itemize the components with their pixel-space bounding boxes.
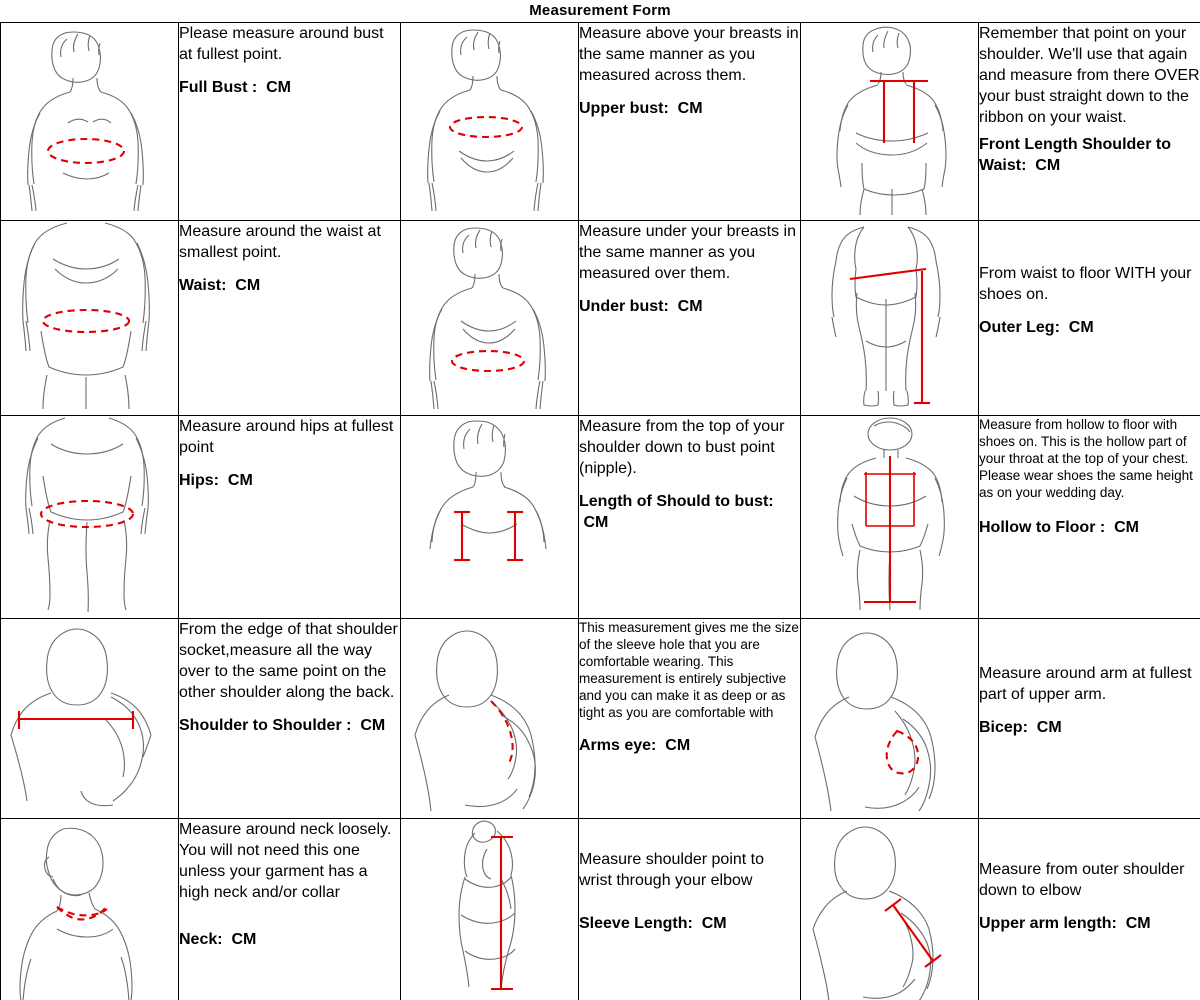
figure-cell-under-bust — [401, 221, 579, 416]
description: Measure around the waist at smallest point. — [179, 223, 381, 261]
text-cell-upper-arm-length — [979, 819, 1200, 1000]
description: From the edge of that shoulder socket,measure all the way over to the same point on the other shoulder along the back. — [179, 621, 398, 701]
figure-cell-upper-arm-length — [801, 819, 979, 1000]
figure-cell-outer-leg — [801, 221, 979, 416]
front-torso-bust-icon — [5, 23, 175, 213]
measurement-label: Hips: CM — [179, 472, 253, 489]
text-cell-under-bust — [579, 221, 801, 416]
figure-cell-full-bust — [1, 23, 179, 221]
upper-arm-length-icon — [805, 819, 975, 1000]
figure-cell-shoulder-to-shoulder — [1, 619, 179, 819]
measurement-label: Hollow to Floor : CM — [979, 519, 1139, 536]
measurement-label: Full Bust : CM — [179, 79, 291, 96]
table-row — [1, 221, 1200, 416]
text-cell-shoulder-to-shoulder — [179, 619, 401, 819]
table-row — [1, 819, 1200, 1000]
text-cell-full-bust — [179, 23, 401, 221]
text-cell-bicep — [979, 619, 1200, 819]
figure-cell-waist — [1, 221, 179, 416]
measurement-label: Front Length Shoulder to Waist: CM — [979, 136, 1171, 174]
figure-cell-upper-bust — [401, 23, 579, 221]
front-torso-under-bust-icon — [405, 221, 575, 409]
description: Measure above your breasts in the same manner as you measured across them. — [579, 25, 799, 84]
sleeve-length-profile-icon — [405, 819, 575, 1000]
measurement-label: Neck: CM — [179, 931, 257, 948]
description: Measure around neck loosely. You will not need this one unless your garment has a high neck and/or collar — [179, 821, 392, 901]
figure-cell-hollow-to-floor — [801, 416, 979, 619]
figure-cell-front-length-shoulder-to-waist — [801, 23, 979, 221]
description: Measure under your breasts in the same manner as you measured over them. — [579, 223, 796, 282]
front-lower-body-hips-icon — [5, 416, 175, 612]
figure-cell-neck — [1, 819, 179, 1000]
bicep-icon — [805, 619, 975, 813]
back-shoulder-to-shoulder-icon — [5, 619, 175, 813]
description: Please measure around bust at fullest point. — [179, 25, 384, 63]
text-cell-hollow-to-floor — [979, 416, 1200, 619]
description: Measure from hollow to floor with shoes on. This is the hollow part of your throat at the top of your chest. Please wear shoes the same height as on your wedding day. — [979, 417, 1193, 500]
description: Measure from the top of your shoulder down to bust point (nipple). — [579, 418, 785, 477]
arms-eye-icon — [405, 619, 575, 813]
front-full-body-shoulder-to-waist-icon — [804, 23, 976, 215]
description: Measure around arm at fullest part of upper arm. — [979, 665, 1192, 703]
figure-cell-sleeve-length — [401, 819, 579, 1000]
text-cell-neck — [179, 819, 401, 1000]
measurement-label: Bicep: CM — [979, 719, 1062, 736]
front-full-body-hollow-to-floor-icon — [804, 416, 976, 614]
table-row — [1, 23, 1200, 221]
figure-cell-hips — [1, 416, 179, 619]
measurement-label: Outer Leg: CM — [979, 319, 1094, 336]
measurement-label: Under bust: CM — [579, 298, 703, 315]
table-row — [1, 619, 1200, 819]
front-torso-waist-icon — [5, 221, 175, 409]
measurement-label: Arms eye: CM — [579, 737, 691, 754]
figure-cell-shoulder-to-bust — [401, 416, 579, 619]
measurement-label: Sleeve Length: CM — [579, 915, 727, 932]
measurement-label: Length of Should to bust: CM — [579, 493, 774, 531]
text-cell-sleeve-length — [579, 819, 801, 1000]
text-cell-waist — [179, 221, 401, 416]
measurement-label: Upper arm length: CM — [979, 915, 1151, 932]
figure-cell-bicep — [801, 619, 979, 819]
description: Measure shoulder point to wrist through your elbow — [579, 851, 764, 889]
measurement-table — [0, 22, 1200, 1000]
text-cell-front-length-shoulder-to-waist — [979, 23, 1200, 221]
text-cell-shoulder-to-bust — [579, 416, 801, 619]
measurement-label: Upper bust: CM — [579, 100, 703, 117]
measurement-label: Shoulder to Shoulder : CM — [179, 717, 386, 734]
text-cell-upper-bust — [579, 23, 801, 221]
back-full-body-outer-leg-icon — [804, 221, 976, 411]
text-cell-arms-eye — [579, 619, 801, 819]
text-cell-hips — [179, 416, 401, 619]
description: This measurement gives me the size of the sleeve hole that you are comfortable wearing. This measurement is entirely subjective and you can make it as deep or as tight as you are comfortable with — [579, 620, 799, 720]
description: Measure from outer shoulder down to elbow — [979, 861, 1185, 899]
front-torso-upper-bust-icon — [405, 23, 575, 213]
page-title: Measurement Form — [529, 2, 671, 19]
front-torso-shoulder-to-bust-icon — [405, 416, 575, 612]
description: From waist to floor WITH your shoes on. — [979, 265, 1192, 303]
text-cell-outer-leg — [979, 221, 1200, 416]
description: Measure around hips at fullest point — [179, 418, 394, 456]
description: Remember that point on your shoulder. We'll use that again and measure from there OVER your bust straight down to the ribbon on your waist. — [979, 25, 1200, 126]
table-row — [1, 416, 1200, 619]
measurement-label: Waist: CM — [179, 277, 261, 294]
neck-profile-icon — [5, 819, 175, 1000]
figure-cell-arms-eye — [401, 619, 579, 819]
